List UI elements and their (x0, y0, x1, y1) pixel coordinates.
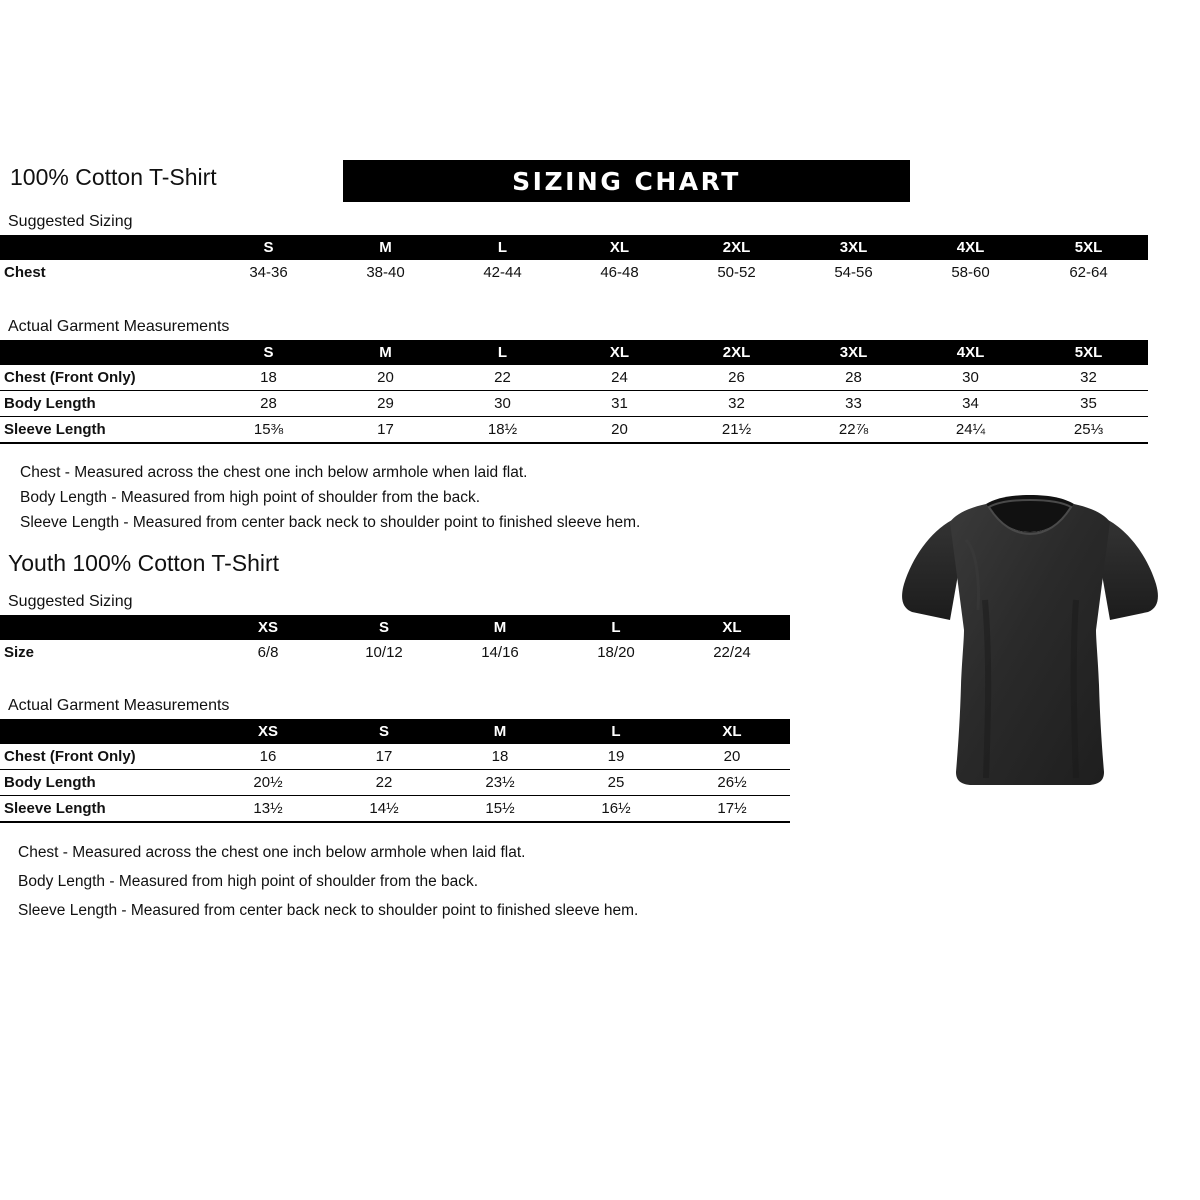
col-header: 5XL (1029, 340, 1148, 365)
table-header-row (0, 340, 1148, 365)
adult-suggested-sizing-table (0, 235, 1148, 285)
youth-actual-measurements-table (0, 719, 790, 823)
page-title: 100% Cotton T-Shirt (10, 164, 217, 190)
cell: 35 (1029, 391, 1148, 417)
table-row (0, 640, 790, 665)
table-row (0, 770, 790, 796)
table-row (0, 365, 1148, 391)
table-row (0, 391, 1148, 417)
adult-note-chest: Chest - Measured across the chest one inch below armhole when laid flat. (20, 464, 528, 481)
cell: 14½ (326, 796, 442, 823)
col-header: M (442, 719, 558, 744)
cell: 24 (561, 365, 678, 391)
cell: 17 (326, 744, 442, 770)
row-label: Sleeve Length (0, 417, 210, 444)
col-header: 2XL (678, 235, 795, 260)
col-header: S (210, 340, 327, 365)
col-header: 3XL (795, 340, 912, 365)
table-header-row (0, 719, 790, 744)
cell: 14/16 (442, 640, 558, 665)
cell: 28 (795, 365, 912, 391)
table-row (0, 796, 790, 823)
col-header: 5XL (1029, 235, 1148, 260)
col-header (0, 719, 210, 744)
col-header: XS (210, 615, 326, 640)
cell: 20 (327, 365, 444, 391)
cell: 38-40 (327, 260, 444, 285)
sizing-chart-banner (343, 160, 910, 202)
cell: 17½ (674, 796, 790, 823)
col-header (0, 340, 210, 365)
cell: 15½ (442, 796, 558, 823)
row-label: Chest (Front Only) (0, 744, 210, 770)
cell: 20 (674, 744, 790, 770)
col-header: S (326, 615, 442, 640)
cell: 16½ (558, 796, 674, 823)
youth-note-chest: Chest - Measured across the chest one inch below armhole when laid flat. (18, 844, 526, 861)
youth-note-body-length: Body Length - Measured from high point of shoulder from the back. (18, 873, 479, 890)
cell: 15⅜ (210, 417, 327, 444)
col-header (0, 235, 210, 260)
col-header: S (210, 235, 327, 260)
col-header (0, 615, 210, 640)
row-label: Sleeve Length (0, 796, 210, 823)
cell: 23½ (442, 770, 558, 796)
cell: 26 (678, 365, 795, 391)
cell: 31 (561, 391, 678, 417)
cell: 58-60 (912, 260, 1029, 285)
adult-actual-measurements-label: Actual Garment Measurements (8, 318, 230, 335)
cell: 62-64 (1029, 260, 1148, 285)
cell: 32 (678, 391, 795, 417)
cell: 30 (912, 365, 1029, 391)
cell: 6/8 (210, 640, 326, 665)
youth-section-title: Youth 100% Cotton T-Shirt (8, 550, 280, 576)
col-header: 4XL (912, 235, 1029, 260)
col-header: L (444, 340, 561, 365)
cell: 16 (210, 744, 326, 770)
row-label: Chest (0, 260, 210, 285)
cell: 46-48 (561, 260, 678, 285)
cell: 25⅓ (1029, 417, 1148, 444)
cell: 25 (558, 770, 674, 796)
col-header: XL (674, 719, 790, 744)
cell: 22⅞ (795, 417, 912, 444)
cell: 22 (444, 365, 561, 391)
row-label: Body Length (0, 391, 210, 417)
adult-note-sleeve-length: Sleeve Length - Measured from center back neck to shoulder point to finished sleeve hem. (20, 514, 641, 531)
cell: 54-56 (795, 260, 912, 285)
col-header: L (558, 719, 674, 744)
youth-actual-measurements-label: Actual Garment Measurements (8, 697, 230, 714)
col-header: XL (561, 340, 678, 365)
cell: 42-44 (444, 260, 561, 285)
youth-suggested-sizing-label: Suggested Sizing (8, 593, 133, 610)
cell: 34-36 (210, 260, 327, 285)
cell: 18/20 (558, 640, 674, 665)
cell: 22 (326, 770, 442, 796)
col-header: XL (561, 235, 678, 260)
col-header: 3XL (795, 235, 912, 260)
row-label: Chest (Front Only) (0, 365, 210, 391)
cell: 18½ (444, 417, 561, 444)
col-header: M (327, 235, 444, 260)
col-header: L (558, 615, 674, 640)
youth-suggested-sizing-table (0, 615, 790, 665)
col-header: L (444, 235, 561, 260)
col-header: 4XL (912, 340, 1029, 365)
tshirt-icon (890, 480, 1170, 810)
cell: 18 (442, 744, 558, 770)
adult-actual-measurements-table (0, 340, 1148, 444)
cell: 24¼ (912, 417, 1029, 444)
col-header: XL (674, 615, 790, 640)
table-row (0, 260, 1148, 285)
cell: 33 (795, 391, 912, 417)
cell: 20½ (210, 770, 326, 796)
cell: 19 (558, 744, 674, 770)
table-header-row (0, 235, 1148, 260)
table-row (0, 417, 1148, 444)
cell: 29 (327, 391, 444, 417)
cell: 17 (327, 417, 444, 444)
cell: 21½ (678, 417, 795, 444)
cell: 28 (210, 391, 327, 417)
sizing-chart-banner-label: SIZING CHART (512, 167, 741, 196)
col-header: M (327, 340, 444, 365)
cell: 10/12 (326, 640, 442, 665)
header-row (10, 160, 910, 202)
col-header: XS (210, 719, 326, 744)
table-row (0, 744, 790, 770)
row-label: Body Length (0, 770, 210, 796)
cell: 34 (912, 391, 1029, 417)
adult-note-body-length: Body Length - Measured from high point of shoulder from the back. (20, 489, 481, 506)
row-label: Size (0, 640, 210, 665)
cell: 18 (210, 365, 327, 391)
cell: 30 (444, 391, 561, 417)
tshirt-image (890, 480, 1170, 810)
table-header-row (0, 615, 790, 640)
col-header: S (326, 719, 442, 744)
adult-suggested-sizing-label: Suggested Sizing (8, 213, 133, 230)
cell: 26½ (674, 770, 790, 796)
col-header: 2XL (678, 340, 795, 365)
cell: 32 (1029, 365, 1148, 391)
youth-note-sleeve-length: Sleeve Length - Measured from center back neck to shoulder point to finished sleeve hem. (18, 902, 639, 919)
cell: 13½ (210, 796, 326, 823)
cell: 50-52 (678, 260, 795, 285)
col-header: M (442, 615, 558, 640)
cell: 22/24 (674, 640, 790, 665)
cell: 20 (561, 417, 678, 444)
